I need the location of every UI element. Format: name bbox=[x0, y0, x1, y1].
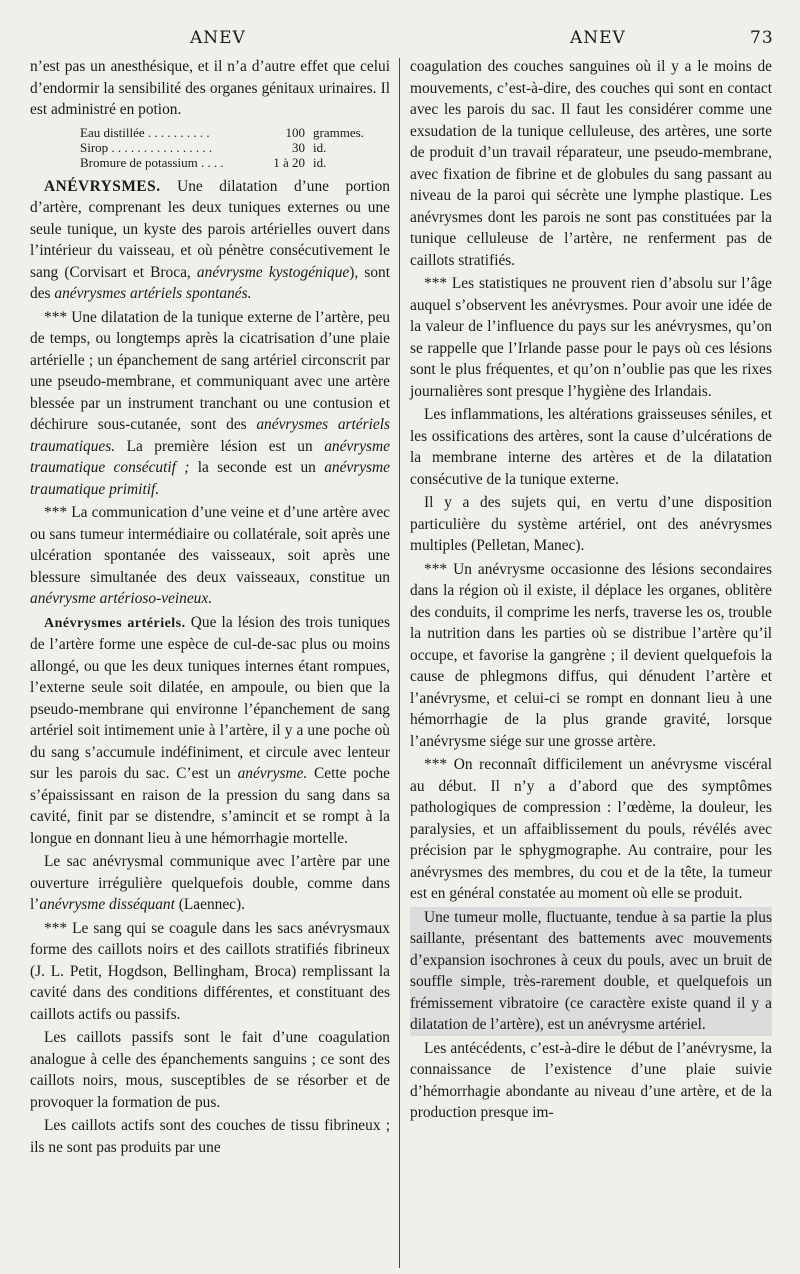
recipe-row: Bromure de potassium . . . . 1 à 20 id. bbox=[80, 154, 327, 170]
paragraph: *** Un anévrysme occasionne des lésions secondaires dans la région où il existe, il déplace les organes, oblitère des conduits, il comprime les nerfs, traverse les os, trouble la nutrition dans les parties où se distribue l’artère qu’il occupe, et favorise la gangrène ; il devient quelquefois la cause de phlegmons diffus, qui dénudent l’artère et l’anévrysme, et celui-ci se rompt en donnant lieu à une hémorrhagie de la plus grande gravité, lorsque l’anévrysme siége sur une grosse artère. bbox=[410, 560, 772, 750]
header-right: ANEV bbox=[570, 28, 626, 48]
running-header bbox=[0, 28, 800, 58]
paragraph: ANÉVRYSMES. Une dilatation d’une portion d’artère, comprenant les deux tuniques externes ou une seule tunique, un kyste des parois artérielles ouvert dans l’intérieur du vaisseau, et où pénètre consécutivement le sang (Corvisart et Broca, anévrysme kystogénique), sont des anévrysmes artériels spontanés. bbox=[30, 177, 391, 302]
paragraph: *** Les statistiques ne prouvent rien d’absolu sur l’âge auquel s’observent les anévrysmes. Pour avoir une idée de la valeur de l’influence du pays sur les anévrysmes, qu’on se rappelle que l’Irlande passe pour le pays où ces lésions sont le plus fréquentes, et qu’on n’oublie pas que les rixes journalières sont presque l’hygiène des Irlandais. bbox=[410, 275, 772, 400]
paragraph: Le sac anévrysmal communique avec l’artère par une ouverture irrégulière quelquefois double, comme dans l’anévrysme disséquant (Laennec). bbox=[30, 853, 390, 913]
right-column bbox=[410, 56, 772, 1126]
recipe-row: Sirop . . . . . . . . . . . . . . . . 30 id. bbox=[80, 139, 327, 155]
left-column bbox=[30, 56, 390, 1160]
page-number: 73 bbox=[750, 28, 774, 48]
header-left: ANEV bbox=[190, 28, 246, 48]
paragraph: Les caillots actifs sont des couches de tissu fibrineux ; ils ne sont pas produits par une bbox=[30, 1117, 390, 1156]
recipe bbox=[80, 125, 390, 170]
column-rule bbox=[399, 58, 400, 1268]
paragraph: *** La communication d’une veine et d’une artère avec ou sans tumeur intermédiaire ou collatérale, soit après une ulcération spontanée des vaisseaux, soit après une blessure simultanée des deux vaisseaux, constitue un anévrysme artérioso-veineux. bbox=[30, 504, 390, 607]
paragraph: Il y a des sujets qui, en vertu d’une disposition particulière du système artériel, ont des anévrysmes multiples (Pelletan, Manec). bbox=[410, 494, 772, 554]
paragraph: coagulation des couches sanguines où il y a le moins de mouvements, c’est-à-dire, des couches qui sont en contact avec les parois du sac. Il faut les considérer comme une exsudation de la tunique celluleuse, des artères, une sorte de produit d’un travail réparateur, une pseudo-membrane, avec fixation de fibrine et de globules du sang passant au niveau de la paroi qui sécrète une lymphe plastique. Les anévrysmes dont les parois ne sont pas constituées par la tunique celluleuse de l’artère, ne renferment pas de caillots stratifiés. bbox=[410, 58, 772, 269]
entry-title: ANÉVRYSMES. bbox=[44, 177, 161, 195]
paragraph: *** Une dilatation de la tunique externe de l’artère, peu de temps, ou longtemps après la cicatrisation d’une plaie artérielle ; un épanchement de sang artériel circonscrit par une pseudo-membrane, et communiquant avec une artère blessée par un instrument tranchant ou une contusion et déchirure sous-cutanée, sont des anévrysmes artériels traumatiques. La première lésion est un anévrysme traumatique consécutif ; la seconde est un anévrysme traumatique primitif. bbox=[30, 308, 390, 498]
paragraph: Les inflammations, les altérations graisseuses séniles, et les ossifications des artères, sont la cause d’ulcérations de la membrane interne des artères et de la dilatation consécutive de la tunique externe. bbox=[410, 406, 772, 488]
paragraph: Les caillots passifs sont le fait d’une coagulation analogue à celle des épanchements sanguins ; ce sont des caillots noirs, mous, susceptibles de se résorber et de provoquer la formation de pus. bbox=[30, 1029, 390, 1111]
paragraph: Les antécédents, c’est-à-dire le début de l’anévrysme, la connaissance de l’existence d’une plaie suivie d’hémorrhagie abondante au niveau d’une artère, et de la production presque im- bbox=[410, 1039, 772, 1121]
paragraph: *** On reconnaît difficilement un anévrysme viscéral au début. Il n’y a d’abord que des symptômes pathologiques de compression : l’œdème, la douleur, les paralysies, et un affaiblissement du pouls, révélés avec précision par le sphygmographe. Au contraire, pour les anévrysmes des membres, du cou et de la tête, la tumeur est en général constatée au moment où elle se produit. bbox=[410, 756, 772, 902]
paragraph: Anévrysmes artériels. Que la lésion des trois tuniques de l’artère forme une espèce de cul-de-sac plus ou moins allongé, ou que les deux tuniques internes étant rompues, l’externe seule soit dilatée, en ampoule, ou bien que la pseudo-membrane qui environne l’épanchement de sang artériel soit intimement unie à l’artère, il y a une poche où du sang s’accumule indéfiniment, et circule avec lenteur sur les parois du sac. C’est un anévrysme. Cette poche s’épaississant en raison de la pression du sang dans sa cavité, finit par se distendre, s’amincit et se rompt à la longue en donnant lieu à une hémorrhagie mortelle. bbox=[30, 613, 390, 847]
paragraph: n’est pas un anesthésique, et il n’a d’autre effet que celui d’endormir la sensibilité des organes génitaux urinaires. Il est administré en potion. bbox=[30, 58, 390, 118]
paragraph: *** Le sang qui se coagule dans les sacs anévrysmaux forme des caillots noirs et des caillots stratifiés fibrineux (J. L. Petit, Hogdson, Bellingham, Broca) remplissant la cavité dans des conditions différentes, et constituant des caillots actifs ou passifs. bbox=[30, 919, 390, 1023]
recipe-row: Eau distillée . . . . . . . . . . 100 grammes. bbox=[80, 124, 364, 140]
highlighted-paragraph: Une tumeur molle, fluctuante, tendue à sa partie la plus saillante, présentant des battements avec mouvements d’expansion isochrones à ceux du pouls, avec un bruit de souffle simple, très-rarement double, et quelquefois un frémissement vibratoire (ce caractère existe quand il y a dilatation de l’artère), est un anévrysme artériel. bbox=[410, 907, 772, 1036]
subentry-title: Anévrysmes artériels. bbox=[44, 615, 186, 631]
